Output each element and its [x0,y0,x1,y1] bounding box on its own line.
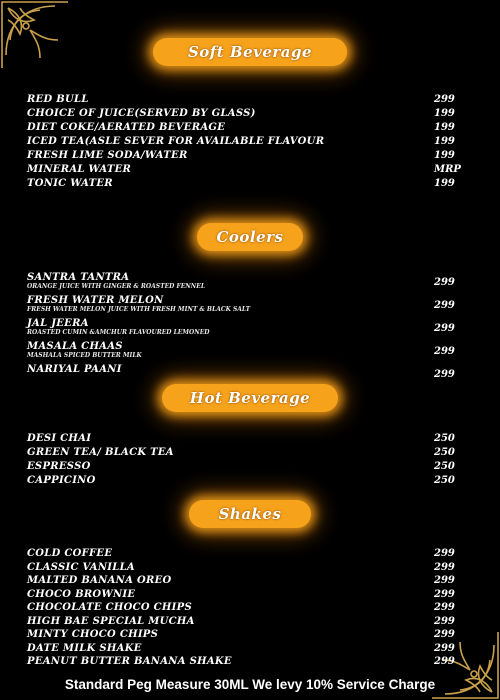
menu-item [0,318,500,341]
item-name: DESI CHAI [27,433,92,444]
menu-item [0,589,500,603]
item-price: 299 [434,629,455,640]
item-price: 299 [434,615,455,627]
menu-item [0,447,500,461]
service-charge-note: Standard Peg Measure 30ML We levy 10% Service Charge [64,677,436,692]
item-price: 199 [434,136,455,147]
item-name: ICED TEA(ASLE SEVER FOR AVAILABLE FLAVOUR [27,136,325,147]
item-name: CHOCOLATE CHOCO CHIPS [27,602,192,613]
item-name: RED BULL [27,94,89,105]
menu-item [0,629,500,643]
menu-item [0,150,500,164]
item-price: 250 [434,447,455,458]
item-name: SANTRA TANTRA [27,272,130,283]
menu-item [0,433,500,447]
menu-item [0,475,500,489]
item-price: 199 [434,122,455,133]
item-name: FRESH LIME SODA/WATER [27,150,188,161]
section-title-shakes: Shakes [189,500,311,528]
item-name: JAL JEERA [27,318,89,329]
item-name: MASALA CHAAS [27,341,123,352]
item-name: TONIC WATER [27,178,113,189]
item-name: ESPRESSO [27,461,91,472]
item-name: FRESH WATER MELON [27,295,164,306]
item-description: ROASTED CUMIN &AMCHUR FLAVOURED LEMONED [27,329,210,336]
menu-item [0,136,500,150]
item-price: 299 [434,602,455,613]
item-name: CAPPICINO [27,475,96,486]
item-price: 299 [434,575,455,586]
menu-item [0,616,500,630]
item-price: 299 [434,300,455,311]
menu-item [0,643,500,657]
menu-item [0,461,500,475]
menu-item [0,164,500,178]
hot-beverage-list [0,433,500,489]
menu-item [0,108,500,122]
item-description: FRESH WATER MELON JUICE WITH FRESH MINT & BLACK SALT [27,306,251,313]
item-price: 250 [434,475,455,486]
item-description: MASHALA SPICED BUTTER MILK [27,352,142,359]
item-name: MINTY CHOCO CHIPS [27,629,159,640]
item-price: 299 [434,346,455,357]
item-price: 299 [434,323,455,334]
menu-item [0,656,500,670]
item-name: HIGH BAE SPECIAL MUCHA [27,615,195,627]
item-name: NARIYAL PAANI [27,364,122,375]
item-name: MINERAL WATER [27,164,132,175]
item-price: 299 [434,642,455,654]
soft-beverage-list [0,94,500,192]
item-price: 299 [434,656,455,667]
item-price: MRP [434,164,461,175]
shakes-list [0,548,500,670]
item-price: 299 [434,277,455,288]
item-name: CHOICE OF JUICE(SERVED BY GLASS) [27,108,256,119]
item-description: ORANGE JUICE WITH GINGER & ROASTED FENNEL [27,283,206,290]
section-title-hot-beverage: Hot Beverage [162,384,338,412]
item-name: DIET COKE/AERATED BEVERAGE [27,122,226,133]
corner-ornament-icon [0,0,70,70]
coolers-list [0,272,500,387]
item-price: 250 [434,461,455,472]
menu-item [0,122,500,136]
menu-item [0,548,500,562]
item-price: 299 [434,561,455,573]
item-name: PEANUT BUTTER BANANA SHAKE [27,656,232,667]
item-price: 199 [434,178,455,189]
item-price: 299 [434,548,455,559]
menu-item [0,295,500,318]
section-title-coolers: Coolers [197,223,303,251]
menu-item [0,575,500,589]
menu-item [0,178,500,192]
item-name: MALTED BANANA OREO [27,575,172,586]
item-price: 299 [434,94,455,105]
section-title-soft-beverage: Soft Beverage [153,38,347,66]
menu-item [0,94,500,108]
item-price: 199 [434,150,455,161]
item-price: 299 [434,369,455,380]
menu-item [0,562,500,576]
menu-item [0,602,500,616]
item-name: GREEN TEA/ BLACK TEA [27,447,174,458]
menu-item [0,272,500,295]
item-price: 250 [434,433,455,444]
item-name: CHOCO BROWNIE [27,588,136,600]
item-name: CLASSIC VANILLA [27,561,135,573]
item-name: COLD COFFEE [27,548,113,559]
item-name: DATE MILK SHAKE [27,642,142,654]
item-price: 199 [434,108,455,119]
item-price: 299 [434,588,455,600]
menu-item [0,341,500,364]
